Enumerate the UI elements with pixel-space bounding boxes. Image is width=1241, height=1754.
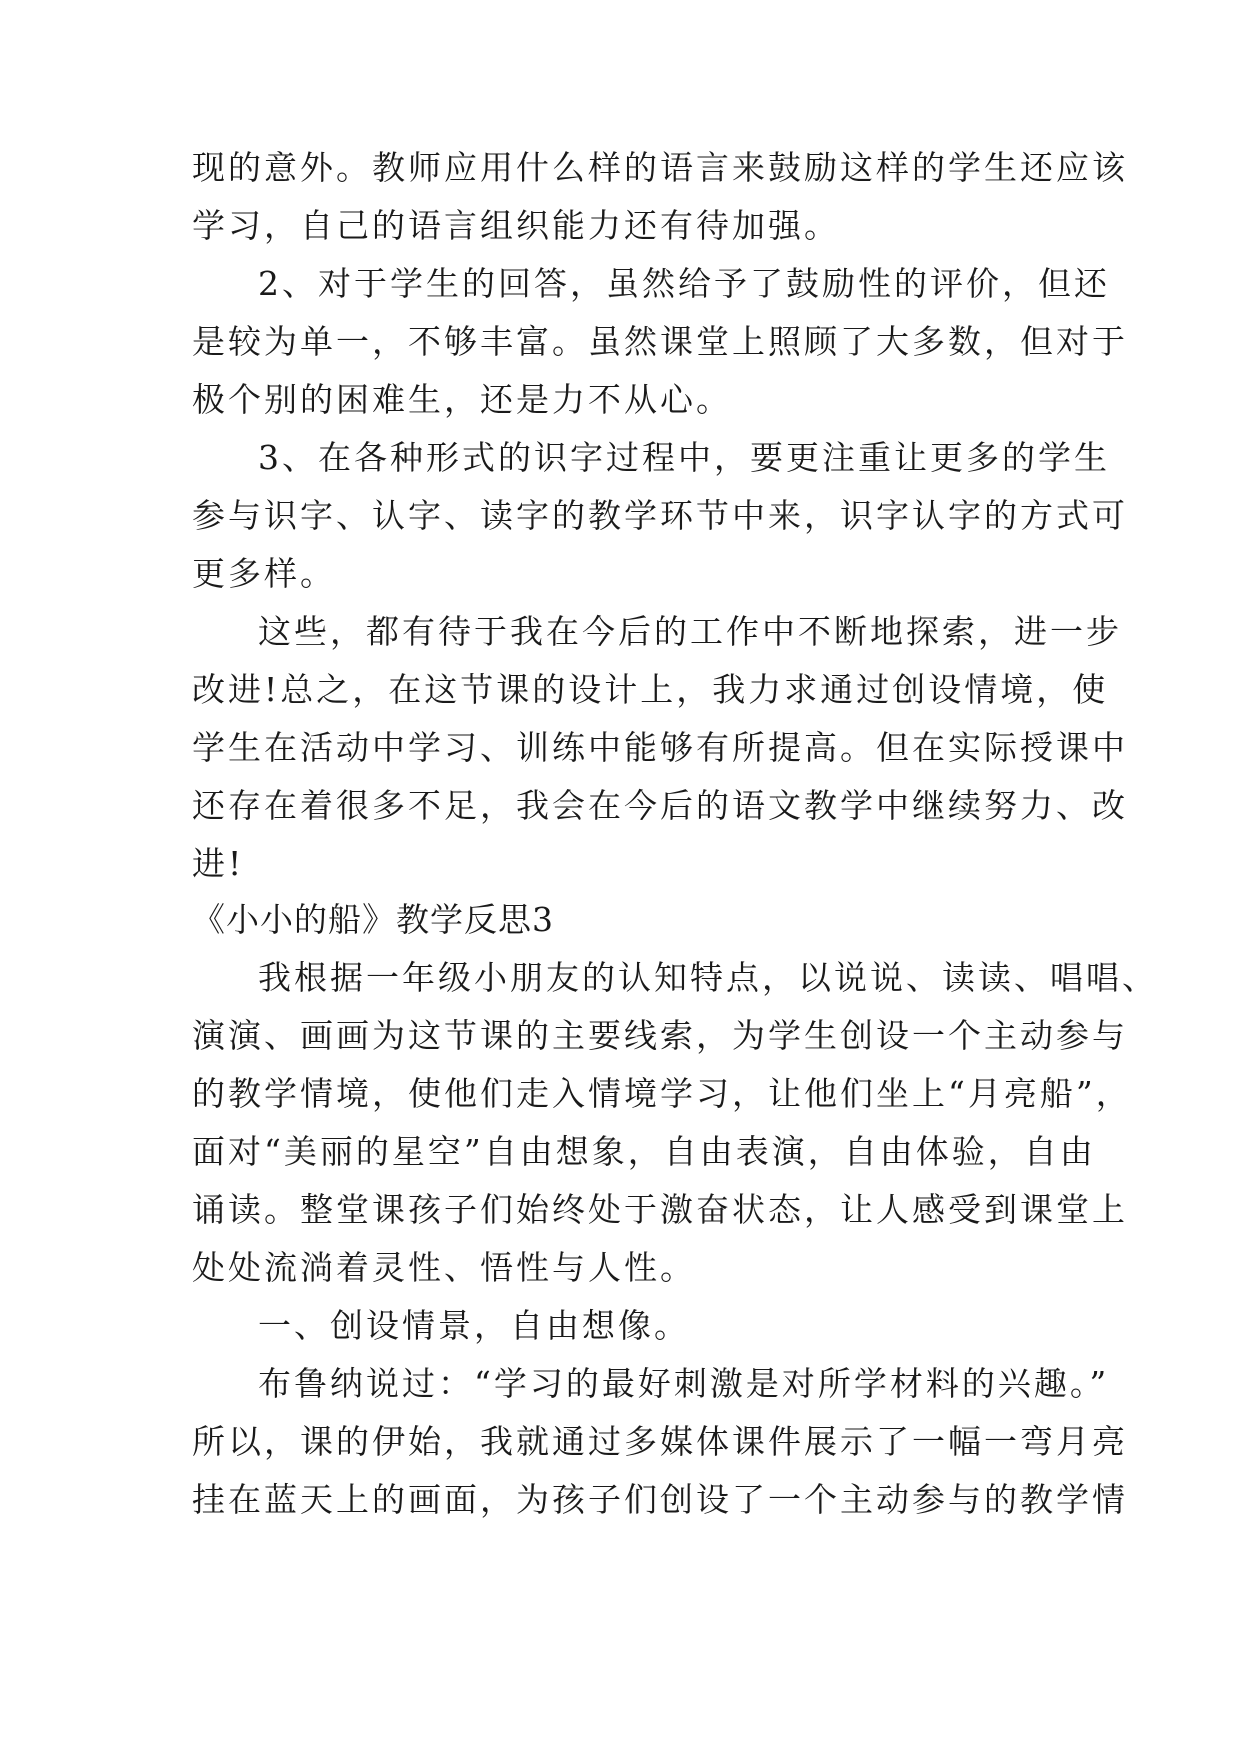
text-line: 是较为单一，不够丰富。虽然课堂上照顾了大多数，但对于 [192, 322, 1128, 361]
text-line: 诵读。整堂课孩子们始终处于激奋状态，让人感受到课堂上 [192, 1190, 1128, 1229]
text-line: 极个别的困难生，还是力不从心。 [192, 380, 732, 419]
text-line: 2、对于学生的回答，虽然给予了鼓励性的评价，但还 [258, 264, 1110, 303]
text-line: 学生在活动中学习、训练中能够有所提高。但在实际授课中 [192, 728, 1128, 767]
text-line: 我根据一年级小朋友的认知特点，以说说、读读、唱唱、 [258, 958, 1158, 997]
section-heading: 《小小的船》教学反思3 [192, 900, 554, 939]
text-line: 所以，课的伊始，我就通过多媒体课件展示了一幅一弯月亮 [192, 1422, 1128, 1461]
text-line: 一、创设情景，自由想像。 [258, 1306, 690, 1345]
text-line: 还存在着很多不足，我会在今后的语文教学中继续努力、改 [192, 786, 1128, 825]
text-line: 参与识字、认字、读字的教学环节中来，识字认字的方式可 [192, 496, 1128, 535]
text-line: 演演、画画为这节课的主要线索，为学生创设一个主动参与 [192, 1016, 1128, 1055]
text-line: 现的意外。教师应用什么样的语言来鼓励这样的学生还应该 [192, 148, 1128, 187]
text-line: 进! [192, 844, 245, 883]
text-line: 面对“美丽的星空”自由想象，自由表演，自由体验，自由 [192, 1132, 1096, 1171]
text-line: 更多样。 [192, 554, 336, 593]
text-line: 布鲁纳说过：“学习的最好刺激是对所学材料的兴趣。” [258, 1364, 1110, 1403]
text-line: 学习，自己的语言组织能力还有待加强。 [192, 206, 840, 245]
text-line: 这些，都有待于我在今后的工作中不断地探索，进一步 [258, 612, 1122, 651]
text-line: 处处流淌着灵性、悟性与人性。 [192, 1248, 696, 1287]
text-line: 的教学情境，使他们走入情境学习，让他们坐上“月亮船”， [192, 1074, 1132, 1113]
text-line: 改进!总之，在这节课的设计上，我力求通过创设情境，使 [192, 670, 1109, 709]
text-line: 3、在各种形式的识字过程中，要更注重让更多的学生 [258, 438, 1110, 477]
text-line: 挂在蓝天上的画面，为孩子们创设了一个主动参与的教学情 [192, 1480, 1128, 1519]
